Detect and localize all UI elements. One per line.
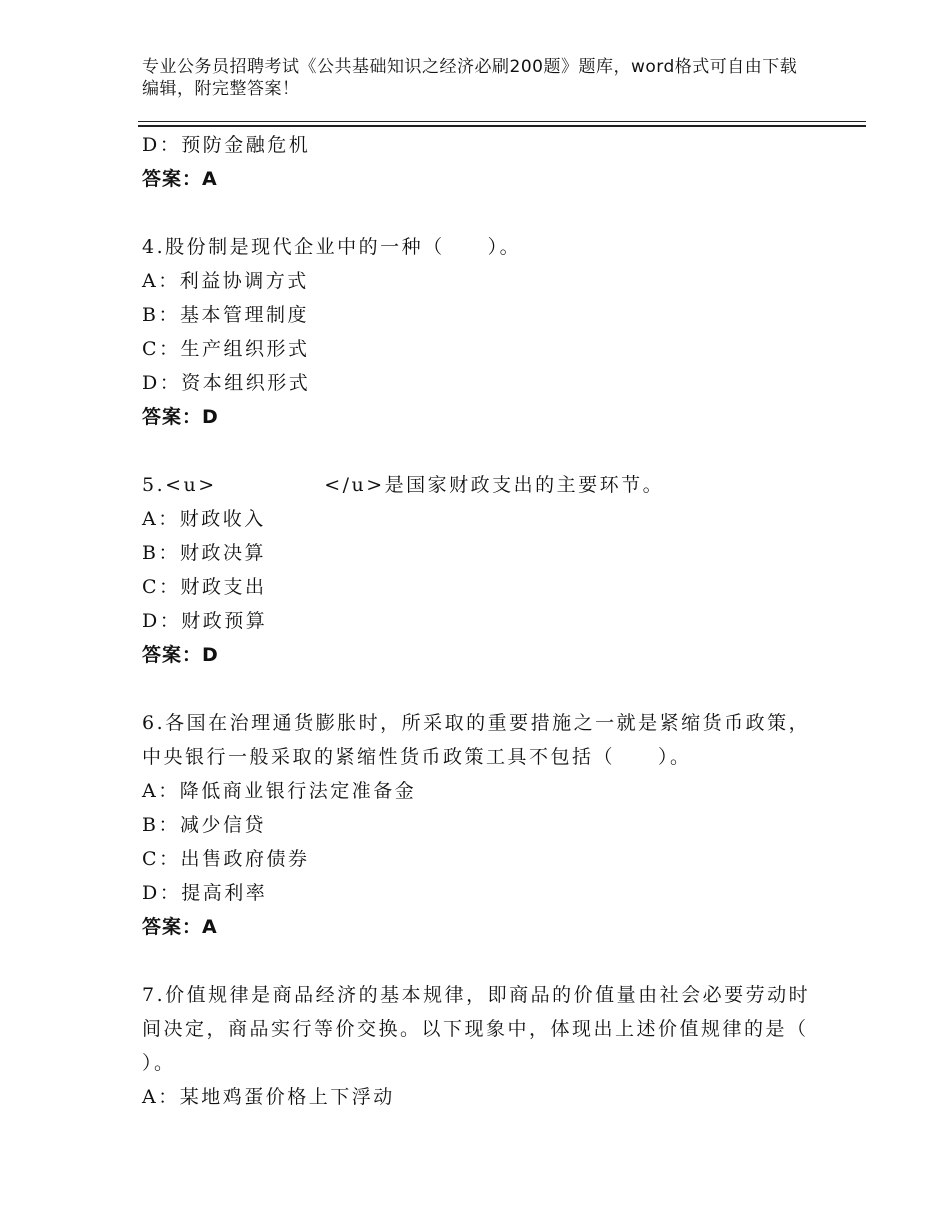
question-stem: 4.股份制是现代企业中的一种（ ）。	[142, 236, 522, 258]
question-stem: 7.价值规律是商品经济的基本规律，即商品的价值量由社会必要劳动时间决定，商品实行等价交换。以下现象中，体现出上述价值规律的是（ ）。	[142, 984, 811, 1074]
answer-label: 答案：D	[142, 406, 219, 428]
option-c: C：生产组织形式	[142, 338, 310, 360]
page-header: 专业公务员招聘考试《公共基础知识之经济必刷200题》题库，word格式可自由下载编辑，附完整答案！	[142, 57, 798, 99]
option-c: C：财政支出	[142, 576, 267, 598]
question-block	[142, 468, 822, 672]
option-d: D：预防金融危机	[142, 134, 311, 156]
question-block	[142, 978, 822, 1114]
question-stem: 6.各国在治理通货膨胀时，所采取的重要措施之一就是紧缩货币政策，中央银行一般采取的紧缩性货币政策工具不包括（ ）。	[142, 712, 811, 768]
header-divider-thin	[138, 121, 866, 122]
question-block	[142, 230, 822, 434]
spacer	[142, 434, 822, 468]
option-d: D：提高利率	[142, 882, 268, 904]
option-a: A：利益协调方式	[142, 270, 309, 292]
option-d: D：财政预算	[142, 610, 268, 632]
question-list	[142, 128, 822, 1114]
answer-label: 答案：A	[142, 168, 218, 190]
header-divider-thick	[138, 125, 866, 127]
spacer	[142, 196, 822, 230]
answer-label: 答案：D	[142, 644, 219, 666]
option-c: C：出售政府债券	[142, 848, 310, 870]
option-a: A：某地鸡蛋价格上下浮动	[142, 1086, 395, 1108]
option-a: A：降低商业银行法定准备金	[142, 780, 417, 802]
option-b: B：减少信贷	[142, 814, 266, 836]
question-stem: 5.<u> </u>是国家财政支出的主要环节。	[142, 474, 665, 496]
option-b: B：基本管理制度	[142, 304, 309, 326]
option-b: B：财政决算	[142, 542, 266, 564]
spacer	[142, 944, 822, 978]
spacer	[142, 672, 822, 706]
answer-label: 答案：A	[142, 916, 218, 938]
option-a: A：财政收入	[142, 508, 266, 530]
question-block	[142, 706, 822, 944]
option-d: D：资本组织形式	[142, 372, 311, 394]
